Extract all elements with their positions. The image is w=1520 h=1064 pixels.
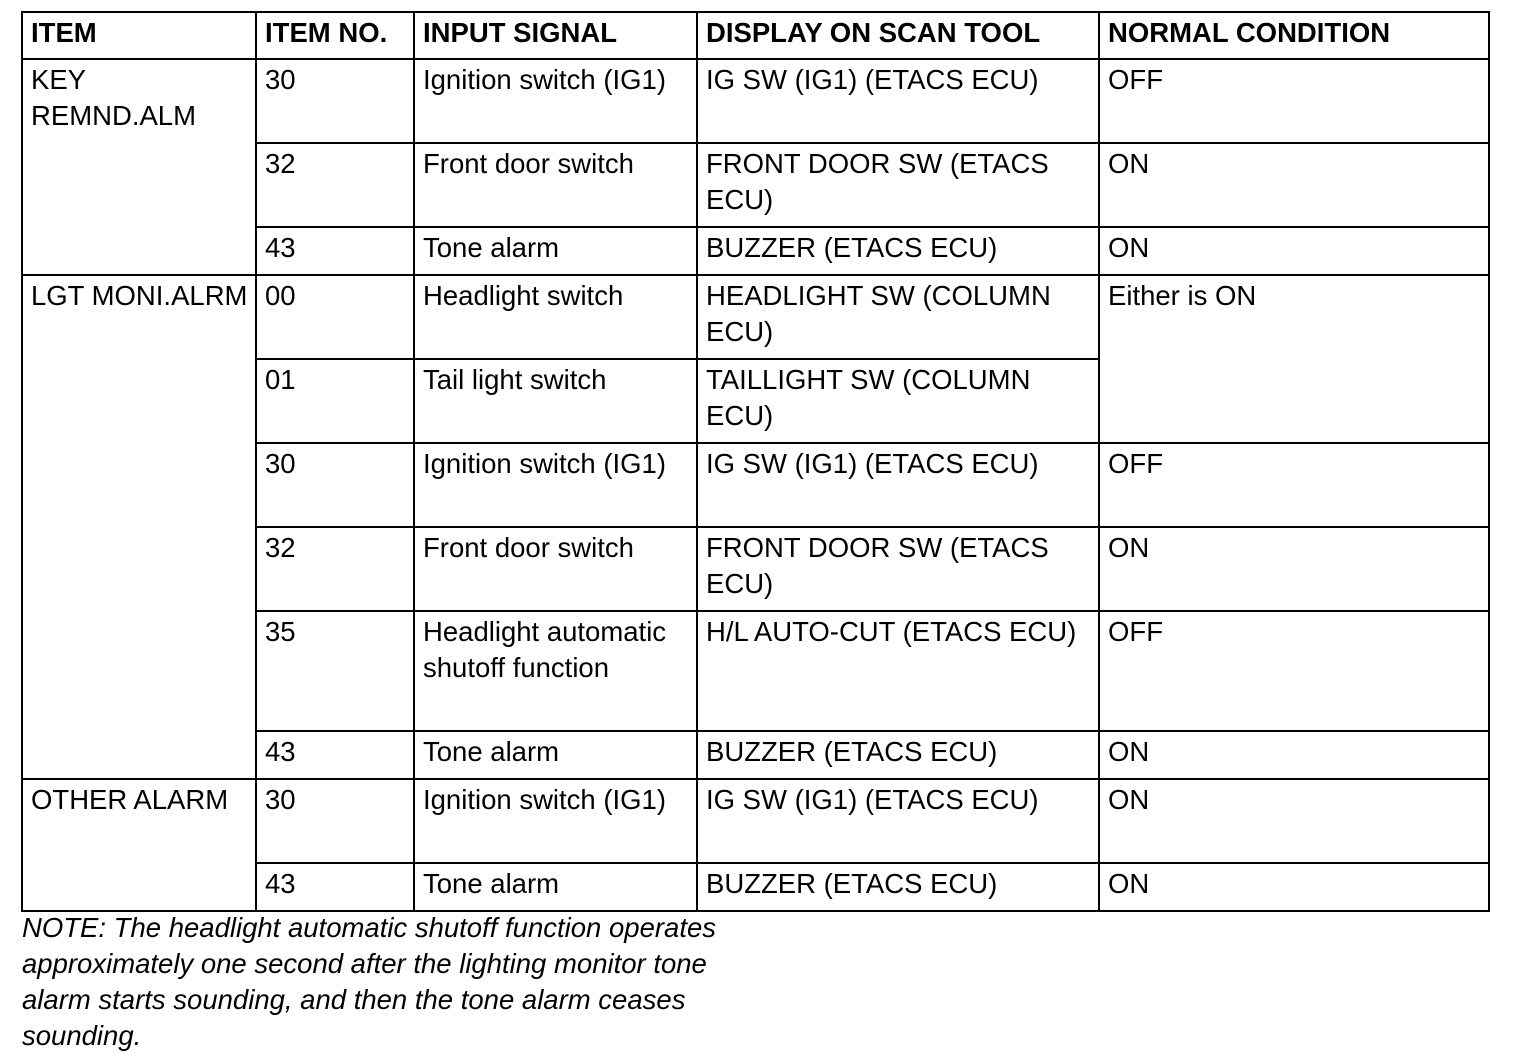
display-cell: TAILLIGHT SW (COLUMN ECU)	[697, 359, 1099, 443]
table-row	[22, 59, 1489, 143]
item-no-cell: 35	[256, 611, 414, 731]
item-no-cell: 30	[256, 59, 414, 143]
header-item: ITEM	[22, 12, 256, 59]
input-signal-cell: Tail light switch	[414, 359, 697, 443]
header-input-signal: INPUT SIGNAL	[414, 12, 697, 59]
header-display-on-scan-tool: DISPLAY ON SCAN TOOL	[697, 12, 1099, 59]
display-cell: IG SW (IG1) (ETACS ECU)	[697, 59, 1099, 143]
item-no-cell: 00	[256, 275, 414, 359]
normal-condition-cell: OFF	[1099, 443, 1489, 527]
table-row	[22, 779, 1489, 863]
item-no-cell: 32	[256, 527, 414, 611]
table-header-row	[22, 12, 1489, 59]
normal-condition-cell: ON	[1099, 143, 1489, 227]
input-signal-cell: Headlight automatic shutoff function	[414, 611, 697, 731]
item-no-cell: 43	[256, 227, 414, 275]
display-cell: IG SW (IG1) (ETACS ECU)	[697, 443, 1099, 527]
input-signal-cell: Ignition switch (IG1)	[414, 443, 697, 527]
input-signal-cell: Tone alarm	[414, 731, 697, 779]
item-cell: KEY REMND.ALM	[22, 59, 256, 275]
item-no-cell: 43	[256, 731, 414, 779]
display-cell: BUZZER (ETACS ECU)	[697, 863, 1099, 911]
input-signal-cell: Ignition switch (IG1)	[414, 59, 697, 143]
header-normal-condition: NORMAL CONDITION	[1099, 12, 1489, 59]
item-cell: LGT MONI.ALRM	[22, 275, 256, 779]
item-no-cell: 43	[256, 863, 414, 911]
display-cell: FRONT DOOR SW (ETACS ECU)	[697, 143, 1099, 227]
input-signal-cell: Front door switch	[414, 143, 697, 227]
normal-condition-cell: Either is ON	[1099, 275, 1489, 443]
display-cell: IG SW (IG1) (ETACS ECU)	[697, 779, 1099, 863]
footnote: NOTE: The headlight automatic shutoff function operates approximately one second after the lighting monitor tone alarm starts sounding, and then the tone alarm ceases sounding.	[22, 912, 716, 1051]
item-cell: OTHER ALARM	[22, 779, 256, 911]
normal-condition-cell: OFF	[1099, 611, 1489, 731]
normal-condition-cell: ON	[1099, 731, 1489, 779]
item-no-cell: 30	[256, 443, 414, 527]
display-cell: FRONT DOOR SW (ETACS ECU)	[697, 527, 1099, 611]
item-no-cell: 32	[256, 143, 414, 227]
display-cell: HEADLIGHT SW (COLUMN ECU)	[697, 275, 1099, 359]
normal-condition-cell: ON	[1099, 863, 1489, 911]
normal-condition-cell: ON	[1099, 527, 1489, 611]
normal-condition-cell: ON	[1099, 779, 1489, 863]
input-signal-cell: Headlight switch	[414, 275, 697, 359]
input-signal-cell: Ignition switch (IG1)	[414, 779, 697, 863]
header-item-no: ITEM NO.	[256, 12, 414, 59]
input-signal-cell: Tone alarm	[414, 863, 697, 911]
input-signal-cell: Front door switch	[414, 527, 697, 611]
display-cell: BUZZER (ETACS ECU)	[697, 731, 1099, 779]
normal-condition-cell: OFF	[1099, 59, 1489, 143]
normal-condition-cell: ON	[1099, 227, 1489, 275]
input-signal-cell: Tone alarm	[414, 227, 697, 275]
display-cell: BUZZER (ETACS ECU)	[697, 227, 1099, 275]
display-cell: H/L AUTO-CUT (ETACS ECU)	[697, 611, 1099, 731]
alarm-data-table	[21, 11, 1490, 912]
item-no-cell: 30	[256, 779, 414, 863]
item-no-cell: 01	[256, 359, 414, 443]
table-row	[22, 275, 1489, 359]
